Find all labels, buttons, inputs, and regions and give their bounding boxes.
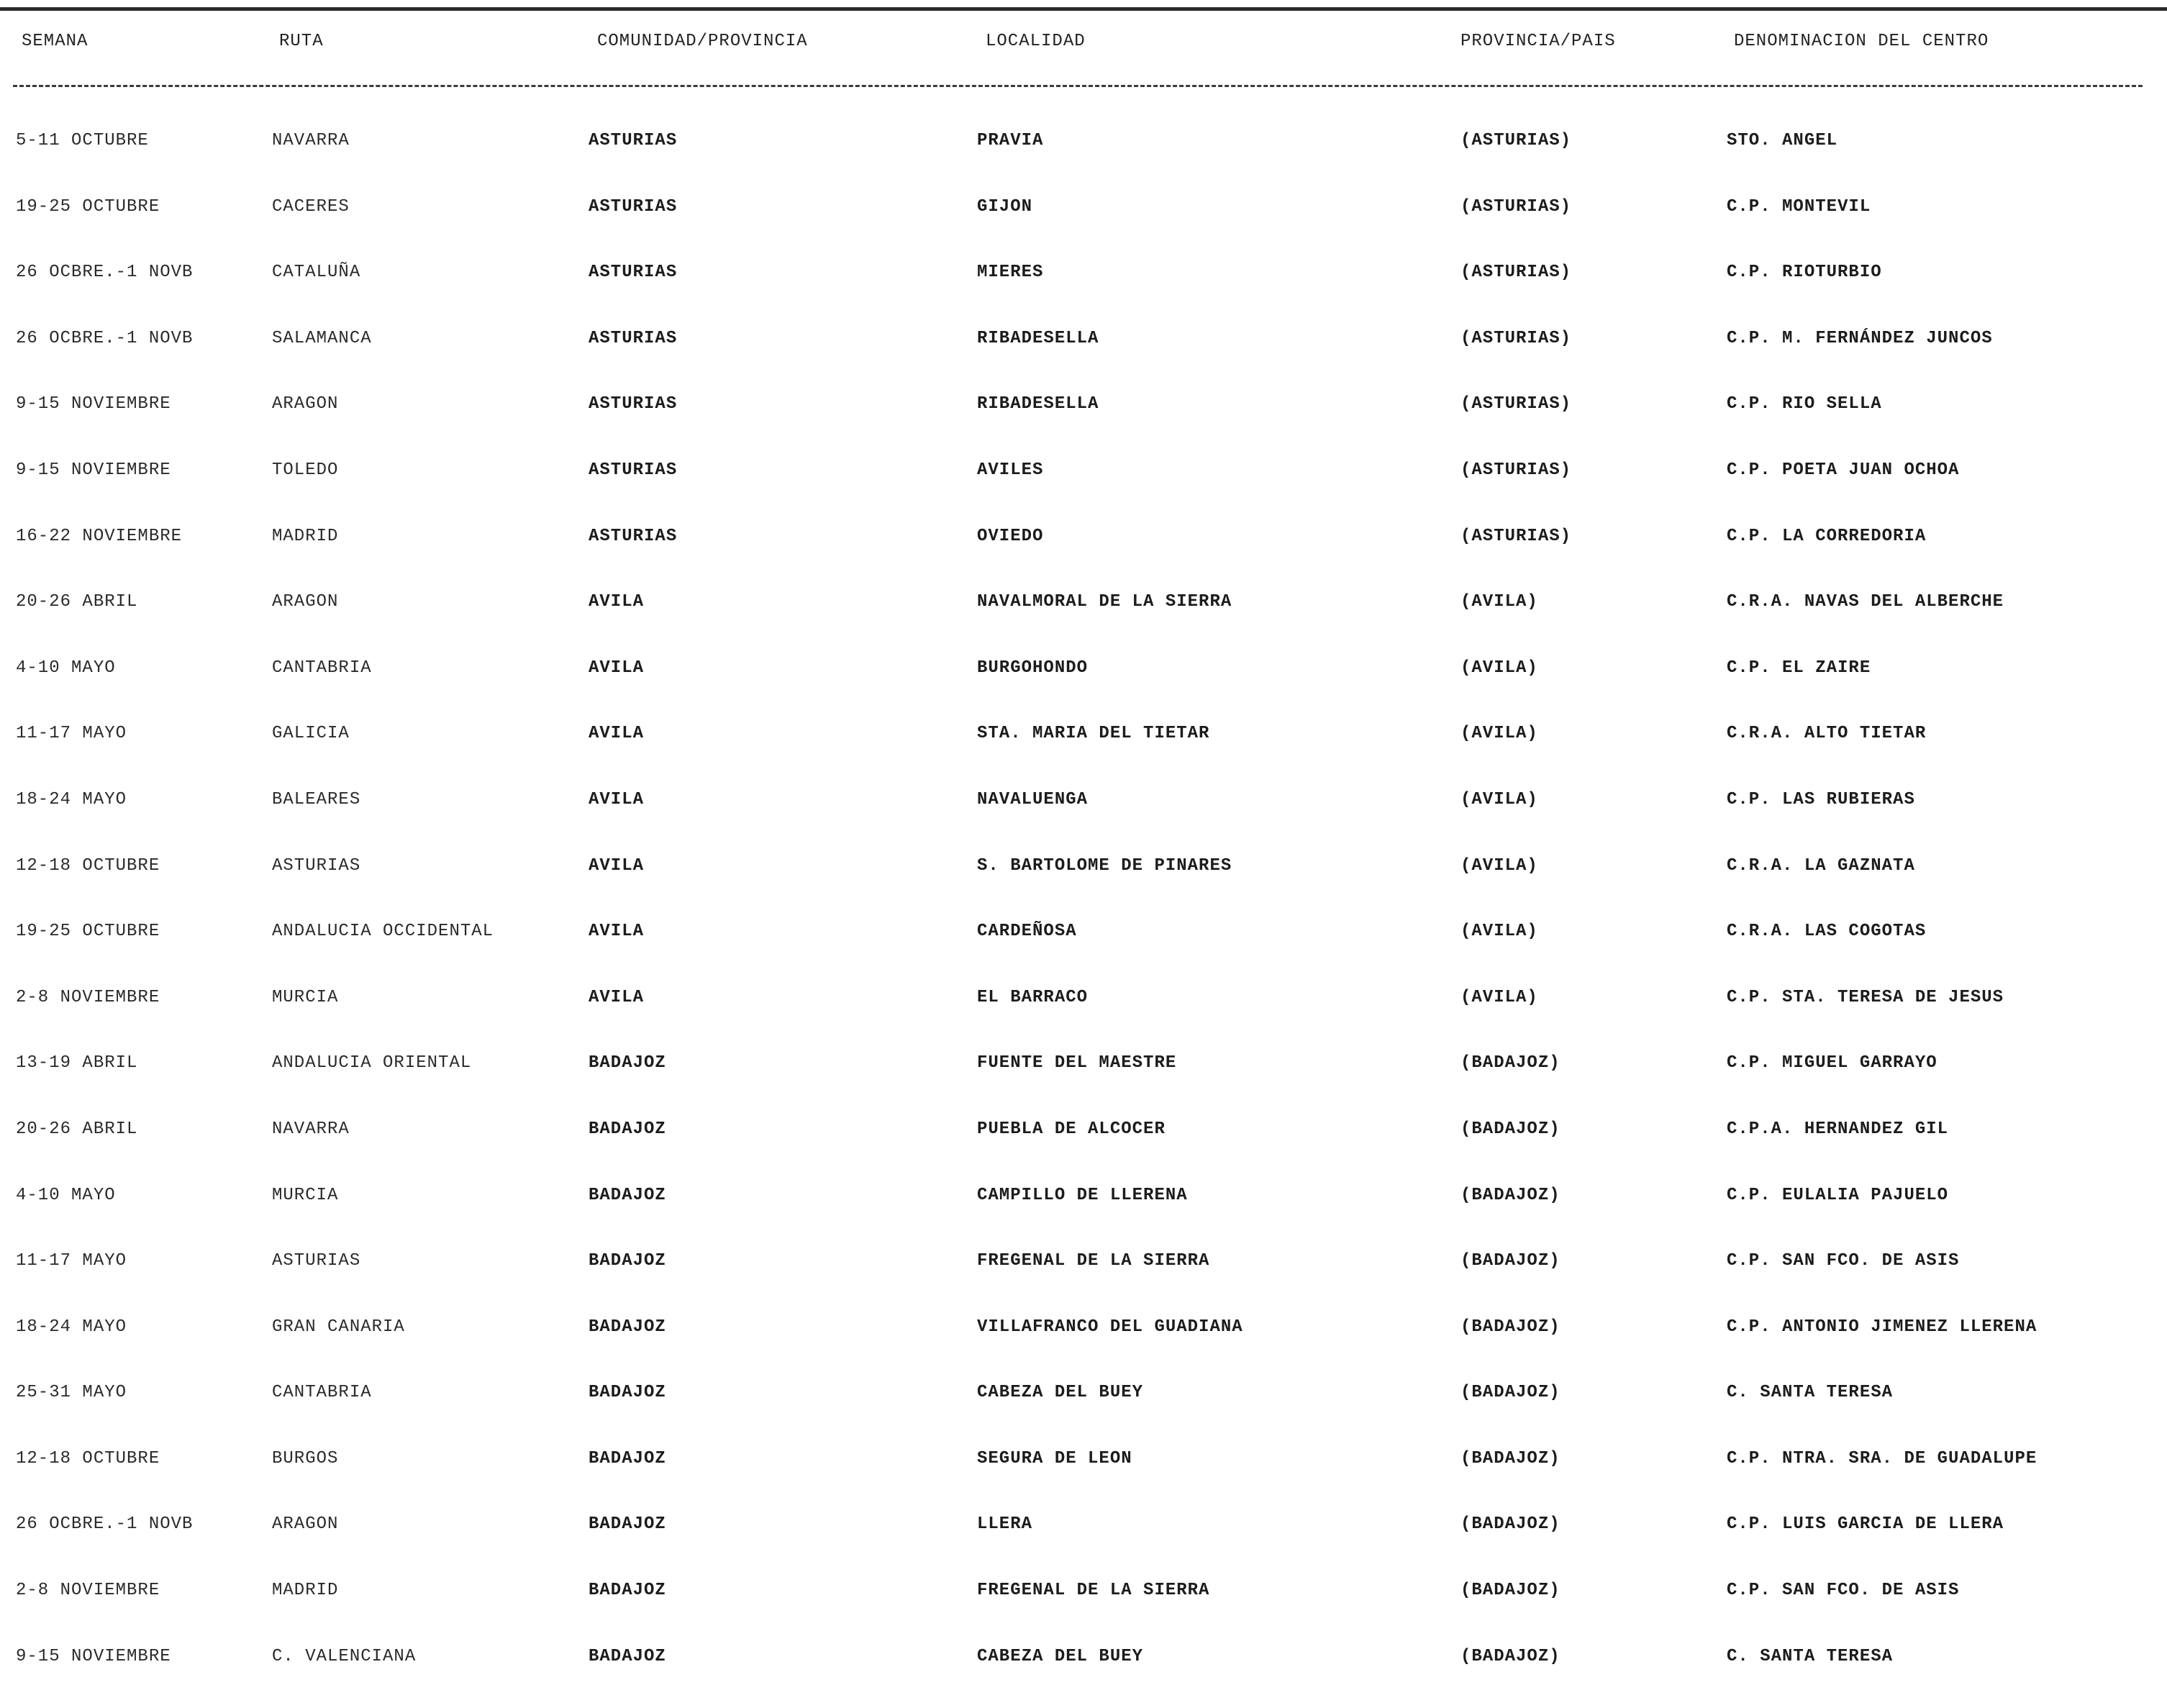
cell-localidad: FREGENAL DE LA SIERRA xyxy=(977,1581,1210,1601)
cell-ruta: NAVARRA xyxy=(272,131,350,150)
cell-semana: 26 OCBRE.-1 NOVB xyxy=(16,1514,194,1535)
cell-comunidad: ASTURIAS xyxy=(589,394,678,414)
top-rule xyxy=(0,7,2167,11)
cell-ruta: CATALUÑA xyxy=(272,263,361,283)
cell-provincia: (ASTURIAS) xyxy=(1460,196,1572,217)
cell-comunidad: AVILA xyxy=(589,789,645,809)
cell-localidad: BURGOHONDO xyxy=(977,658,1089,678)
table-row xyxy=(0,193,2167,259)
cell-localidad: FREGENAL DE LA SIERRA xyxy=(977,1251,1210,1271)
table-row xyxy=(0,786,2167,852)
cell-centro: C.R.A. ALTO TIETAR xyxy=(1727,724,1927,744)
cell-semana: 4-10 MAYO xyxy=(16,658,116,678)
cell-localidad: GIJON xyxy=(977,196,1033,217)
cell-ruta: ANDALUCIA ORIENTAL xyxy=(272,1053,472,1073)
table-row xyxy=(0,1445,2167,1511)
cell-comunidad: ASTURIAS xyxy=(589,526,678,546)
cell-centro: C.R.A. LA GAZNATA xyxy=(1727,855,1915,876)
cell-comunidad: ASTURIAS xyxy=(589,328,678,348)
cell-provincia: (BADAJOZ) xyxy=(1460,1646,1560,1666)
cell-centro: C.R.A. NAVAS DEL ALBERCHE xyxy=(1727,592,2004,612)
cell-ruta: MURCIA xyxy=(272,987,339,1007)
cell-centro: C.P. M. FERNÁNDEZ JUNCOS xyxy=(1727,328,1993,348)
cell-centro: C.P. EULALIA PAJUELO xyxy=(1727,1185,1949,1205)
cell-comunidad: BADAJOZ xyxy=(589,1053,666,1073)
cell-ruta: MADRID xyxy=(272,526,339,546)
cell-comunidad: BADAJOZ xyxy=(589,1185,666,1205)
cell-centro: C.P. LUIS GARCIA DE LLERA xyxy=(1727,1514,2004,1535)
cell-comunidad: BADAJOZ xyxy=(589,1448,666,1468)
cell-ruta: MURCIA xyxy=(272,1185,339,1205)
table-row xyxy=(0,1378,2167,1445)
cell-localidad: PUEBLA DE ALCOCER xyxy=(977,1119,1166,1139)
cell-provincia: (AVILA) xyxy=(1460,789,1538,809)
cell-localidad: S. BARTOLOME DE PINARES xyxy=(977,855,1232,876)
cell-ruta: CANTABRIA xyxy=(272,658,372,678)
cell-semana: 20-26 ABRIL xyxy=(16,1119,138,1139)
cell-centro: C.P. POETA JUAN OCHOA xyxy=(1727,460,1960,480)
cell-localidad: EL BARRACO xyxy=(977,987,1089,1007)
cell-centro: C.P. ANTONIO JIMENEZ LLERENA xyxy=(1727,1317,2037,1337)
cell-comunidad: ASTURIAS xyxy=(589,196,678,217)
cell-semana: 19-25 OCTUBRE xyxy=(16,922,160,942)
cell-localidad: SEGURA DE LEON xyxy=(977,1448,1132,1468)
cell-localidad: RIBADESELLA xyxy=(977,394,1099,414)
table-row xyxy=(0,588,2167,654)
cell-ruta: SALAMANCA xyxy=(272,328,372,348)
cell-provincia: (AVILA) xyxy=(1460,658,1538,678)
cell-ruta: BURGOS xyxy=(272,1448,339,1468)
cell-localidad: NAVALMORAL DE LA SIERRA xyxy=(977,592,1232,612)
cell-comunidad: ASTURIAS xyxy=(589,460,678,480)
cell-semana: 26 OCBRE.-1 NOVB xyxy=(16,328,194,348)
cell-provincia: (AVILA) xyxy=(1460,987,1538,1007)
table-row xyxy=(0,258,2167,324)
cell-provincia: (BADAJOZ) xyxy=(1460,1383,1560,1403)
table-row xyxy=(0,390,2167,456)
cell-semana: 2-8 NOVIEMBRE xyxy=(16,987,160,1007)
cell-provincia: (BADAJOZ) xyxy=(1460,1053,1560,1073)
cell-comunidad: BADAJOZ xyxy=(589,1317,666,1337)
table-row xyxy=(0,456,2167,522)
table-row xyxy=(0,917,2167,984)
table-body xyxy=(0,127,2167,1708)
cell-centro: C.P. SAN FCO. DE ASIS xyxy=(1727,1581,1960,1601)
cell-localidad: CARDEÑOSA xyxy=(977,922,1077,942)
cell-localidad: VILLAFRANCO DEL GUADIANA xyxy=(977,1317,1243,1337)
cell-centro: C.P. STA. TERESA DE JESUS xyxy=(1727,987,2004,1007)
cell-ruta: ARAGON xyxy=(272,1514,339,1535)
cell-provincia: (ASTURIAS) xyxy=(1460,328,1572,348)
cell-ruta: ANDALUCIA OCCIDENTAL xyxy=(272,922,494,942)
cell-comunidad: BADAJOZ xyxy=(589,1646,666,1666)
cell-semana: 20-26 ABRIL xyxy=(16,592,138,612)
cell-semana: 5-11 OCTUBRE xyxy=(16,131,149,150)
table-row xyxy=(0,1049,2167,1115)
cell-ruta: ARAGON xyxy=(272,592,339,612)
cell-localidad: NAVALUENGA xyxy=(977,789,1089,809)
table-row xyxy=(0,522,2167,589)
cell-ruta: ASTURIAS xyxy=(272,1251,361,1271)
cell-comunidad: AVILA xyxy=(589,592,645,612)
cell-provincia: (AVILA) xyxy=(1460,855,1538,876)
cell-semana: 4-10 MAYO xyxy=(16,1185,116,1205)
cell-semana: 26 OCBRE.-1 NOVB xyxy=(16,263,194,283)
cell-centro: STO. ANGEL xyxy=(1727,131,1838,150)
table-row xyxy=(0,1115,2167,1181)
cell-provincia: (BADAJOZ) xyxy=(1460,1514,1560,1535)
header-semana: SEMANA xyxy=(22,32,88,51)
cell-provincia: (BADAJOZ) xyxy=(1460,1317,1560,1337)
table-row xyxy=(0,1576,2167,1643)
cell-provincia: (BADAJOZ) xyxy=(1460,1185,1560,1205)
table-row xyxy=(0,654,2167,720)
cell-localidad: CABEZA DEL BUEY xyxy=(977,1383,1144,1403)
cell-semana: 12-18 OCTUBRE xyxy=(16,855,160,876)
cell-comunidad: BADAJOZ xyxy=(589,1581,666,1601)
cell-centro: C.P. NTRA. SRA. DE GUADALUPE xyxy=(1727,1448,2037,1468)
table-row xyxy=(0,852,2167,918)
cell-comunidad: ASTURIAS xyxy=(589,263,678,283)
table-row xyxy=(0,1643,2167,1708)
cell-provincia: (BADAJOZ) xyxy=(1460,1119,1560,1139)
cell-centro: C.P. MONTEVIL xyxy=(1727,196,1871,217)
cell-ruta: MADRID xyxy=(272,1581,339,1601)
cell-localidad: LLERA xyxy=(977,1514,1033,1535)
cell-provincia: (AVILA) xyxy=(1460,724,1538,744)
cell-comunidad: BADAJOZ xyxy=(589,1514,666,1535)
header-comunidad: COMUNIDAD/PROVINCIA xyxy=(597,32,808,51)
cell-centro: C.P. LA CORREDORIA xyxy=(1727,526,1927,546)
cell-localidad: CABEZA DEL BUEY xyxy=(977,1646,1144,1666)
cell-centro: C.P. RIO SELLA xyxy=(1727,394,1882,414)
cell-semana: 13-19 ABRIL xyxy=(16,1053,138,1073)
cell-semana: 11-17 MAYO xyxy=(16,1251,127,1271)
cell-centro: C.P.A. HERNANDEZ GIL xyxy=(1727,1119,1949,1139)
cell-ruta: ASTURIAS xyxy=(272,855,361,876)
cell-localidad: RIBADESELLA xyxy=(977,328,1099,348)
cell-localidad: AVILES xyxy=(977,460,1044,480)
table-row xyxy=(0,1181,2167,1248)
header-divider xyxy=(13,85,2143,87)
cell-centro: C.R.A. LAS COGOTAS xyxy=(1727,922,1927,942)
header-ruta: RUTA xyxy=(279,32,324,51)
header-centro: DENOMINACION DEL CENTRO xyxy=(1734,32,1989,51)
cell-provincia: (ASTURIAS) xyxy=(1460,526,1572,546)
table-row xyxy=(0,984,2167,1050)
cell-comunidad: BADAJOZ xyxy=(589,1119,666,1139)
cell-localidad: FUENTE DEL MAESTRE xyxy=(977,1053,1177,1073)
cell-comunidad: AVILA xyxy=(589,855,645,876)
cell-provincia: (ASTURIAS) xyxy=(1460,394,1572,414)
header-provincia: PROVINCIA/PAIS xyxy=(1460,32,1616,51)
cell-semana: 11-17 MAYO xyxy=(16,724,127,744)
cell-localidad: CAMPILLO DE LLERENA xyxy=(977,1185,1188,1205)
cell-centro: C. SANTA TERESA xyxy=(1727,1646,1894,1666)
cell-provincia: (AVILA) xyxy=(1460,592,1538,612)
cell-comunidad: ASTURIAS xyxy=(589,131,678,150)
cell-localidad: PRAVIA xyxy=(977,131,1044,150)
cell-semana: 19-25 OCTUBRE xyxy=(16,196,160,217)
cell-provincia: (ASTURIAS) xyxy=(1460,460,1572,480)
cell-semana: 25-31 MAYO xyxy=(16,1383,127,1403)
cell-centro: C.P. LAS RUBIERAS xyxy=(1727,789,1915,809)
cell-ruta: C. VALENCIANA xyxy=(272,1646,417,1666)
table-row xyxy=(0,1510,2167,1576)
cell-ruta: CACERES xyxy=(272,196,350,217)
cell-provincia: (BADAJOZ) xyxy=(1460,1448,1560,1468)
cell-centro: C.P. RIOTURBIO xyxy=(1727,263,1882,283)
cell-ruta: GRAN CANARIA xyxy=(272,1317,405,1337)
cell-provincia: (BADAJOZ) xyxy=(1460,1581,1560,1601)
cell-comunidad: BADAJOZ xyxy=(589,1383,666,1403)
cell-ruta: TOLEDO xyxy=(272,460,339,480)
cell-semana: 16-22 NOVIEMBRE xyxy=(16,526,183,546)
cell-semana: 18-24 MAYO xyxy=(16,789,127,809)
cell-semana: 12-18 OCTUBRE xyxy=(16,1448,160,1468)
cell-semana: 9-15 NOVIEMBRE xyxy=(16,394,171,414)
table-row xyxy=(0,1313,2167,1379)
cell-centro: C.P. EL ZAIRE xyxy=(1727,658,1871,678)
table-row xyxy=(0,719,2167,786)
cell-centro: C.P. SAN FCO. DE ASIS xyxy=(1727,1251,1960,1271)
cell-ruta: GALICIA xyxy=(272,724,350,744)
cell-centro: C. SANTA TERESA xyxy=(1727,1383,1894,1403)
cell-semana: 9-15 NOVIEMBRE xyxy=(16,1646,171,1666)
cell-provincia: (AVILA) xyxy=(1460,922,1538,942)
cell-semana: 9-15 NOVIEMBRE xyxy=(16,460,171,480)
cell-ruta: BALEARES xyxy=(272,789,361,809)
cell-semana: 18-24 MAYO xyxy=(16,1317,127,1337)
cell-comunidad: AVILA xyxy=(589,922,645,942)
cell-centro: C.P. MIGUEL GARRAYO xyxy=(1727,1053,1937,1073)
cell-ruta: CANTABRIA xyxy=(272,1383,372,1403)
cell-comunidad: AVILA xyxy=(589,724,645,744)
cell-comunidad: BADAJOZ xyxy=(589,1251,666,1271)
table-row xyxy=(0,1247,2167,1313)
cell-ruta: ARAGON xyxy=(272,394,339,414)
cell-localidad: OVIEDO xyxy=(977,526,1044,546)
cell-comunidad: AVILA xyxy=(589,658,645,678)
cell-comunidad: AVILA xyxy=(589,987,645,1007)
cell-localidad: STA. MARIA DEL TIETAR xyxy=(977,724,1210,744)
cell-provincia: (ASTURIAS) xyxy=(1460,263,1572,283)
cell-semana: 2-8 NOVIEMBRE xyxy=(16,1581,160,1601)
cell-localidad: MIERES xyxy=(977,263,1044,283)
cell-ruta: NAVARRA xyxy=(272,1119,350,1139)
header-localidad: LOCALIDAD xyxy=(986,32,1086,51)
cell-provincia: (BADAJOZ) xyxy=(1460,1251,1560,1271)
table-row xyxy=(0,324,2167,391)
table-row xyxy=(0,127,2167,193)
cell-provincia: (ASTURIAS) xyxy=(1460,131,1572,150)
